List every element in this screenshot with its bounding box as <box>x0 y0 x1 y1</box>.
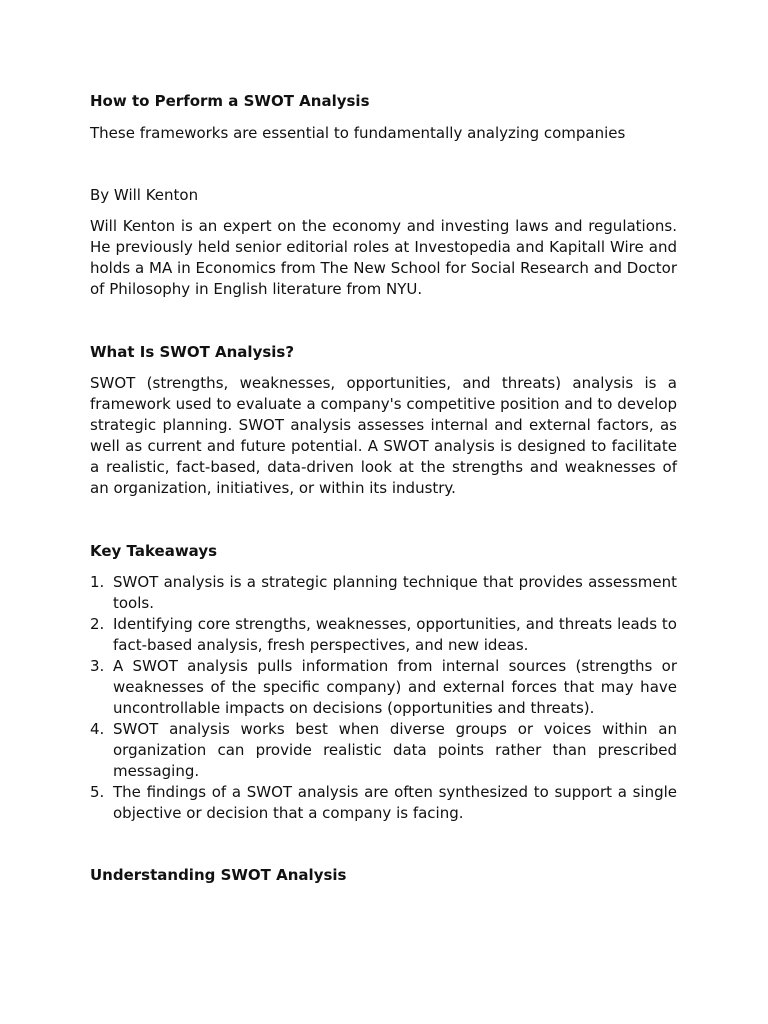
list-item-text: Identifying core strengths, weaknesses, opportunities, and threats leads to fact-based analysis, fresh perspectives, and new ideas. <box>113 615 677 654</box>
list-item-text: SWOT analysis works best when diverse groups or voices within an organization can provide realistic data points rather than prescribed messaging. <box>113 720 677 780</box>
section-heading-understanding-swot: Understanding SWOT Analysis <box>90 866 347 884</box>
list-item <box>90 656 677 719</box>
author-bio: Will Kenton is an expert on the economy and investing laws and regulations. He previously held senior editorial roles at Investopedia and Kapitall Wire and holds a MA in Economics from The New School for Social Research and Doctor of Philosophy in English literature from NYU. <box>90 217 677 298</box>
list-item-number: 2. <box>90 615 105 633</box>
list-item-number: 1. <box>90 573 105 591</box>
document-subtitle: These frameworks are essential to fundamentally analyzing companies <box>90 124 626 142</box>
section-heading-key-takeaways: Key Takeaways <box>90 542 218 560</box>
list-item-number: 5. <box>90 783 105 801</box>
list-item-number: 4. <box>90 720 105 738</box>
list-item <box>90 719 677 782</box>
list-item <box>90 782 677 824</box>
what-is-swot-paragraph: SWOT (strengths, weaknesses, opportunities, and threats) analysis is a framework used to evaluate a company's competitive position and to develop strategic planning. SWOT analysis assesses internal and external factors, as well as current and future potential. A SWOT analysis is designed to facilitate a realistic, fact-based, data-driven look at the strengths and weaknesses of an organization, initiatives, or within its industry. <box>90 374 677 497</box>
key-takeaways-list <box>90 572 677 824</box>
list-item-number: 3. <box>90 657 105 675</box>
document-title: How to Perform a SWOT Analysis <box>90 92 370 110</box>
list-item <box>90 572 677 614</box>
list-item <box>90 614 677 656</box>
author-byline: By Will Kenton <box>90 186 199 204</box>
list-item-text: SWOT analysis is a strategic planning technique that provides assessment tools. <box>113 573 677 612</box>
list-item-text: A SWOT analysis pulls information from internal sources (strengths or weaknesses of the specific company) and external forces that may have uncontrollable impacts on decisions (opportunities and threats). <box>113 657 677 717</box>
section-heading-what-is-swot: What Is SWOT Analysis? <box>90 343 295 361</box>
list-item-text: The findings of a SWOT analysis are often synthesized to support a single objective or decision that a company is facing. <box>113 783 677 822</box>
